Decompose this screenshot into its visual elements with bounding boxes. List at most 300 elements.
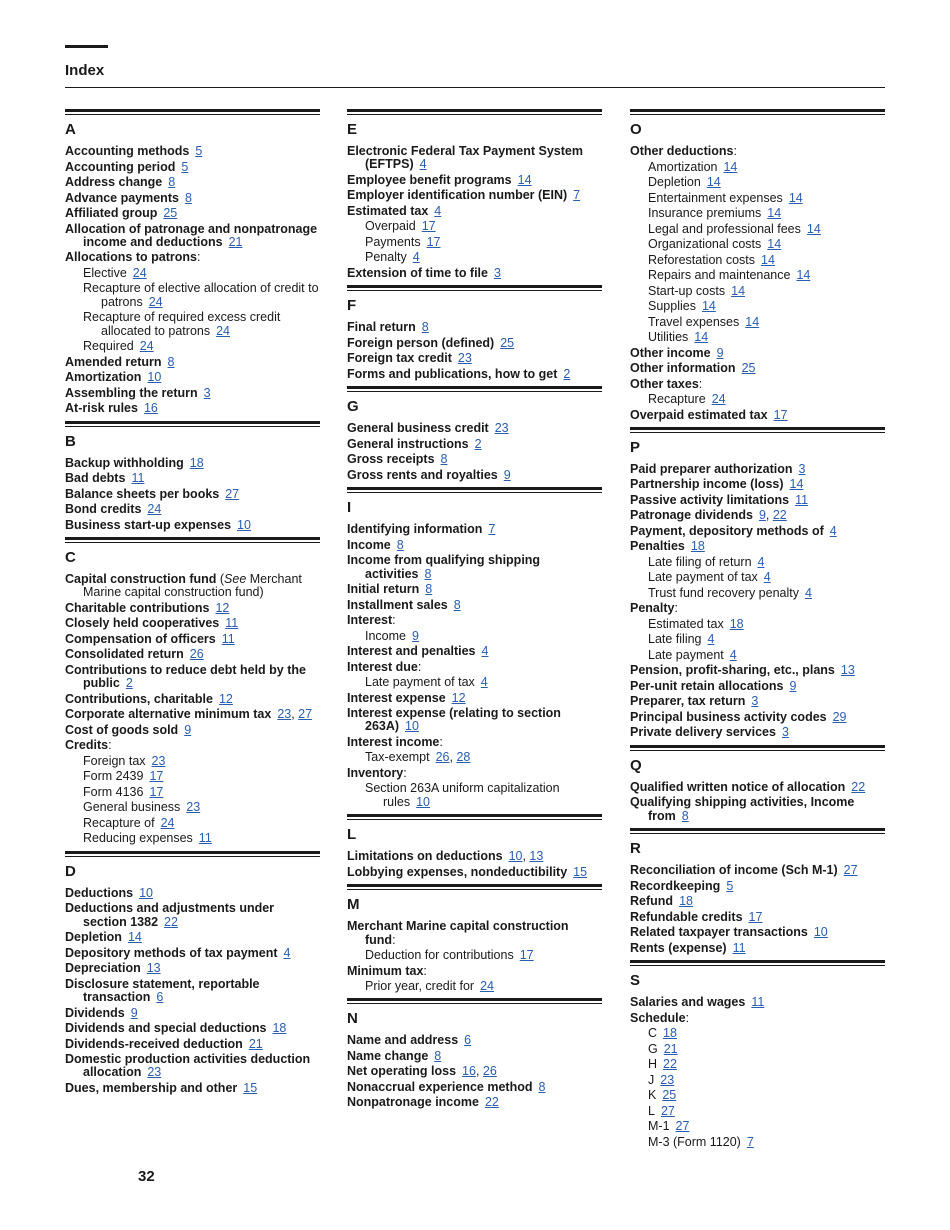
entry-page-links [733,941,746,955]
entry-page-links [660,1073,674,1087]
page-link[interactable]: 3 [494,265,501,280]
entry-page-links [814,925,828,939]
page-link[interactable]: 27 [843,863,858,878]
entry-term: General business credit [347,421,489,436]
section-letter: B [65,432,76,450]
entry-term: C [648,1026,658,1041]
page-link[interactable]: 4 [419,157,427,172]
page-link[interactable]: 13 [146,961,161,976]
entry-term: Recapture [648,392,706,406]
index-subentry [65,267,320,280]
page-link[interactable]: 9 [130,1005,138,1020]
page-link[interactable]: 4 [757,554,765,569]
entry-term: Reforestation costs [648,252,755,267]
index-entry [630,695,885,708]
entry-page-links [434,204,441,218]
index-entry [347,736,602,749]
page-link[interactable]: 24 [147,502,162,517]
page-link[interactable]: 26 [189,647,204,662]
page-link[interactable]: 18 [663,1026,677,1041]
index-entry [630,525,885,538]
page-link[interactable]: 14 [767,206,782,220]
page-link[interactable]: 11 [198,831,212,846]
entry-page-links [790,679,797,693]
page-link[interactable]: 9 [184,722,192,737]
entry-page-links [796,268,810,282]
page-link[interactable]: 29 [832,709,847,724]
index-entry [347,850,602,863]
entry-term: Capital construction fund [65,572,217,587]
index-entry [630,680,885,693]
index-subentry [630,1027,885,1040]
page-link[interactable]: 14 [767,237,782,251]
entry-page-links [185,191,192,205]
page-link[interactable]: 26 [435,750,450,765]
entry-term: Employee benefit programs [347,172,512,187]
page-link[interactable]: 13 [529,849,544,864]
entry-page-links [464,1033,471,1047]
entry-page-links [441,452,448,466]
page-link[interactable]: 2 [125,676,133,691]
page-link[interactable]: 18 [729,616,744,631]
page-link[interactable]: 11 [751,995,765,1010]
entry-term: Interest income [347,734,440,749]
entry-term: Name change [347,1048,429,1063]
page-link[interactable]: 17 [519,948,534,963]
entry-term: Recapture of required excess credit allocated to patrons [83,310,281,338]
index-subentry [347,949,602,962]
index-entry [630,911,885,924]
page-link[interactable]: 8 [168,175,176,189]
page-link[interactable]: 17 [748,909,763,924]
entry-term: Refund [630,894,674,909]
page-link[interactable]: 3 [751,694,759,709]
index-entry [65,978,320,1005]
page-link[interactable]: 4 [805,585,812,600]
section-divider [347,285,602,291]
page-link[interactable]: 10 [416,794,430,809]
entry-suffix: : [439,734,443,749]
page-link[interactable]: 4 [729,647,737,662]
page-link[interactable]: 22 [851,779,866,794]
page-link[interactable]: 14 [731,283,746,298]
index-subentry [347,251,602,264]
page-link[interactable]: 24 [132,265,147,280]
entry-term: Start-up costs [648,283,726,298]
page-link[interactable]: 18 [690,539,705,554]
index-section-e [347,109,602,280]
page-link[interactable]: 23 [277,707,292,722]
index-entry [65,693,320,706]
page-link[interactable]: 8 [434,1048,442,1063]
entry-page-links [397,538,404,552]
index-subentry [347,980,602,993]
page-link[interactable]: 14 [517,172,532,187]
page-link[interactable]: 11 [131,471,145,486]
entry-suffix: : [403,765,407,780]
entry-term: Section 263A uniform capitalization rules [365,781,560,809]
index-entry [347,174,602,187]
page-link[interactable]: 14 [694,330,709,344]
entry-suffix: : [392,932,396,947]
index-entry [65,503,320,516]
index-entry [65,602,320,615]
entry-page-links [717,346,724,360]
entry-page-links [249,1037,263,1051]
page-link[interactable]: 6 [156,990,164,1005]
entry-page-links [520,948,534,962]
entry-term: Qualified written notice of allocation [630,779,846,794]
entry-page-links [538,1080,545,1094]
page-link[interactable]: 14 [706,175,721,189]
page-link[interactable]: 11 [225,616,239,631]
entry-page-links [485,1095,499,1109]
entry-page-links [425,582,432,596]
page-link[interactable]: 23 [151,753,166,768]
page-link[interactable]: 8 [538,1079,546,1094]
index-entry [630,664,885,677]
entry-term: Affiliated group [65,206,158,220]
page-link[interactable]: 11 [795,492,809,507]
page-link[interactable]: 27 [660,1103,675,1118]
entry-page-links [708,632,715,646]
index-entry [630,1012,885,1025]
page-link[interactable]: 26 [482,1064,497,1079]
entry-page-links [133,266,147,280]
entry-term: M-3 (Form 1120) [648,1134,741,1149]
page-link[interactable]: 12 [451,690,466,705]
entry-page-links [764,570,771,584]
page-link[interactable]: 10 [237,517,251,532]
index-entry [630,602,885,615]
page-link[interactable]: 14 [127,930,142,945]
page-link[interactable]: 3 [798,461,806,476]
entry-term: Dividends [65,1005,125,1020]
index-entry [65,223,320,250]
entry-page-links [458,351,472,365]
entry-term: Amended return [65,354,162,369]
section-divider [347,998,602,1004]
page-link[interactable]: 7 [488,522,496,537]
page-link[interactable]: 4 [480,675,488,690]
entry-page-links [661,1104,675,1118]
page-link[interactable]: 9 [758,508,766,523]
page-link[interactable]: 4 [412,250,420,265]
page-link[interactable]: 9 [716,345,724,360]
page-link[interactable]: 22 [484,1095,499,1110]
index-subentry [65,282,320,309]
entry-page-links: 16, 26 [462,1064,497,1079]
entry-term: Schedule [630,1010,686,1025]
page-link[interactable]: 18 [679,894,693,909]
index-entry [347,422,602,435]
page-link[interactable]: 7 [746,1134,754,1149]
index-entry [630,145,885,158]
entry-page-links [679,894,693,908]
entry-page-links [147,502,161,516]
index-entry [65,902,320,929]
page-link[interactable]: 14 [745,314,760,329]
entry-page-links [799,462,806,476]
entry-term: Utilities [648,330,689,344]
index-entry [65,573,320,600]
page-link[interactable]: 8 [396,537,404,552]
page-link[interactable]: 23 [147,1065,162,1080]
page-link[interactable]: 27 [298,707,313,722]
page-link[interactable]: 5 [181,159,189,174]
page-link[interactable]: 9 [412,628,419,643]
entry-term: Related taxpayer transactions [630,925,808,940]
page-link[interactable]: 4 [283,945,291,960]
entry-term: Rents (expense) [630,940,727,955]
entry-term: Required [83,339,134,354]
page-link[interactable]: 25 [662,1088,677,1103]
index-entry [65,1053,320,1080]
entry-page-links [147,1065,161,1079]
entry-term: Accounting period [65,159,176,174]
page-link[interactable]: 3 [781,725,789,740]
page-link[interactable]: 10 [813,925,828,940]
entry-term: Salaries and wages [630,995,746,1010]
entry-page-links [225,616,238,630]
entry-page-links [140,339,154,353]
page-link[interactable]: 11 [221,631,235,646]
entry-term: Estimated tax [648,616,724,631]
entry-term: K [648,1088,657,1103]
page-link[interactable]: 14 [789,477,804,492]
entry-term: Dividends-received deduction [65,1036,243,1051]
index-entry [630,478,885,491]
entry-page-links [751,694,758,708]
entry-term: At-risk rules [65,401,138,416]
page-link[interactable]: 6 [464,1033,472,1048]
index-entry [630,926,885,939]
index-entry [65,251,320,264]
page-link[interactable]: 10 [508,849,523,864]
index-subentry [630,176,885,189]
entry-page-links [199,831,212,845]
index-entry [65,192,320,205]
index-subentry [630,161,885,174]
entry-term: Late payment [648,647,724,662]
page-link[interactable]: 8 [425,582,433,597]
entry-page-links [204,386,211,400]
index-section-o [630,109,885,422]
page-link[interactable]: 4 [707,632,715,647]
page-link[interactable]: 17 [426,234,441,249]
page-link[interactable]: 24 [148,294,163,309]
section-letter: O [630,121,642,138]
page-link[interactable]: 9 [789,678,797,693]
page-link[interactable]: 13 [840,663,855,678]
page-link[interactable]: 8 [167,354,175,369]
page-link[interactable]: 22 [164,914,178,929]
page-link[interactable]: 27 [675,1119,690,1134]
page-link[interactable]: 17 [149,769,164,784]
page-link[interactable]: 12 [215,600,230,615]
page-link[interactable]: 11 [732,940,746,955]
index-section-i [347,487,602,809]
page-link[interactable]: 10 [405,719,419,734]
page-link[interactable]: 7 [573,188,581,203]
entry-term: Credits [65,738,109,753]
page-link[interactable]: 18 [189,455,204,470]
index-section-a [65,109,320,416]
page-link[interactable]: 25 [500,335,515,350]
page-link[interactable]: 25 [741,361,756,375]
page-link[interactable]: 4 [763,570,771,585]
index-section-m [347,884,602,993]
index-entry [347,438,602,451]
page-link[interactable]: 9 [503,467,511,482]
entry-term: Interest and penalties [347,644,476,659]
page-link[interactable]: 24 [711,392,726,406]
index-entry [65,488,320,501]
page-link[interactable]: 12 [218,691,233,706]
index-entry [630,540,885,553]
page-link[interactable]: 3 [203,385,211,400]
entry-term: Backup withholding [65,455,184,470]
page-link[interactable]: 8 [421,320,429,335]
page-link[interactable]: 10 [147,370,162,385]
entry-term: Recapture of elective allocation of credit to patrons [83,281,319,309]
entry-page-links [504,468,511,482]
page-link[interactable]: 25 [163,206,178,220]
page-link[interactable]: 21 [248,1036,263,1051]
page-link[interactable]: 21 [228,234,243,249]
entry-term: Trust fund recovery penalty [648,585,799,600]
page-link[interactable]: 8 [184,190,192,205]
index-entry [65,207,320,220]
index-subentry [630,1058,885,1071]
page-link[interactable]: 4 [829,523,837,538]
index-entry [347,539,602,552]
entry-page-links [272,1021,286,1035]
entry-page-links [730,617,744,631]
entry-term: Allocations to patrons [65,250,197,265]
page-link[interactable]: 16 [143,401,158,416]
entry-term: Recordkeeping [630,878,721,893]
page-link[interactable]: 15 [573,864,588,879]
entry-term: Corporate alternative minimum tax [65,707,272,722]
page-link[interactable]: 4 [481,644,489,659]
entry-page-links [184,723,191,737]
entry-term: Other deductions [630,144,734,158]
entry-suffix: : [674,601,678,616]
section-divider [630,828,885,834]
page-link[interactable]: 8 [424,566,432,581]
page-link[interactable]: 14 [806,221,821,236]
entry-term: Forms and publications, how to get [347,366,558,381]
page-link[interactable]: 2 [563,366,571,381]
index-subentry [65,786,320,799]
index-subentry [347,751,602,764]
entry-term: Refundable credits [630,909,743,924]
page-link[interactable]: 28 [456,750,471,765]
page-link[interactable]: 17 [773,407,788,422]
index-subentry [347,236,602,249]
entry-term: Other information [630,361,736,375]
page-link[interactable]: 18 [272,1021,287,1036]
index-section-b [65,421,320,532]
entry-term: Income [365,628,406,643]
page-link[interactable]: 4 [434,203,442,218]
page-link[interactable]: 14 [701,299,716,313]
page-link[interactable]: 24 [480,979,494,994]
section-divider [630,427,885,433]
page-link[interactable]: 14 [723,159,738,174]
page-link[interactable]: 8 [453,597,461,612]
page-link[interactable]: 14 [788,190,803,205]
index-subentry [630,1074,885,1087]
index-entry [65,648,320,661]
page-link[interactable]: 23 [186,800,201,815]
page-link[interactable]: 22 [663,1057,677,1072]
entry-term: Amortization [648,159,718,174]
index-section-s [630,960,885,1149]
section-letter: Q [630,756,642,774]
page-link[interactable]: 14 [796,268,811,282]
page-link[interactable]: 10 [139,885,153,900]
page-link[interactable]: 27 [225,486,240,501]
index-entry [630,409,885,422]
entry-term: Final return [347,320,416,335]
entry-term: Net operating loss [347,1064,457,1079]
entry-page-links [215,601,229,615]
entry-page-links [229,235,243,249]
page-link[interactable]: 16 [462,1064,476,1079]
index-subentry [630,207,885,220]
index-subentry [630,300,885,313]
entry-term: Foreign tax [83,753,146,768]
entry-page-links [144,401,158,415]
index-entry [65,947,320,960]
page-link[interactable]: 17 [149,784,164,799]
page-link[interactable]: 2 [474,436,482,451]
entry-term: Qualifying shipping activities, Income from [630,795,855,823]
entry-term: Reconciliation of income (Sch M-1) [630,863,838,878]
index-entry [630,895,885,908]
page-link[interactable]: 15 [243,1080,258,1095]
page-link[interactable]: 5 [726,878,734,893]
page-link[interactable]: 17 [421,219,436,234]
page-link[interactable]: 23 [494,421,509,436]
index-section-p [630,427,885,740]
page-link[interactable]: 8 [440,452,448,467]
entry-page-links [475,437,482,451]
page-link[interactable]: 5 [195,144,203,158]
entry-term: Repairs and maintenance [648,268,791,282]
page-link[interactable]: 24 [139,339,154,354]
entry-suffix: : [698,376,703,391]
section-divider [347,814,602,820]
index-entry [630,494,885,507]
page-link[interactable]: 24 [216,323,231,338]
page-link[interactable]: 22 [772,508,787,523]
page-link[interactable]: 14 [761,252,775,267]
page-link[interactable]: 23 [457,351,472,366]
entry-page-links [844,863,858,877]
index-entry [630,996,885,1009]
page-link[interactable]: 24 [160,815,175,830]
entry-page-links [851,780,865,794]
page-link[interactable]: 23 [660,1072,675,1087]
page-link[interactable]: 21 [663,1041,678,1056]
index-entry [347,599,602,612]
page-link[interactable]: 8 [681,808,689,823]
index-entry [347,920,602,947]
section-letter: E [347,121,358,138]
